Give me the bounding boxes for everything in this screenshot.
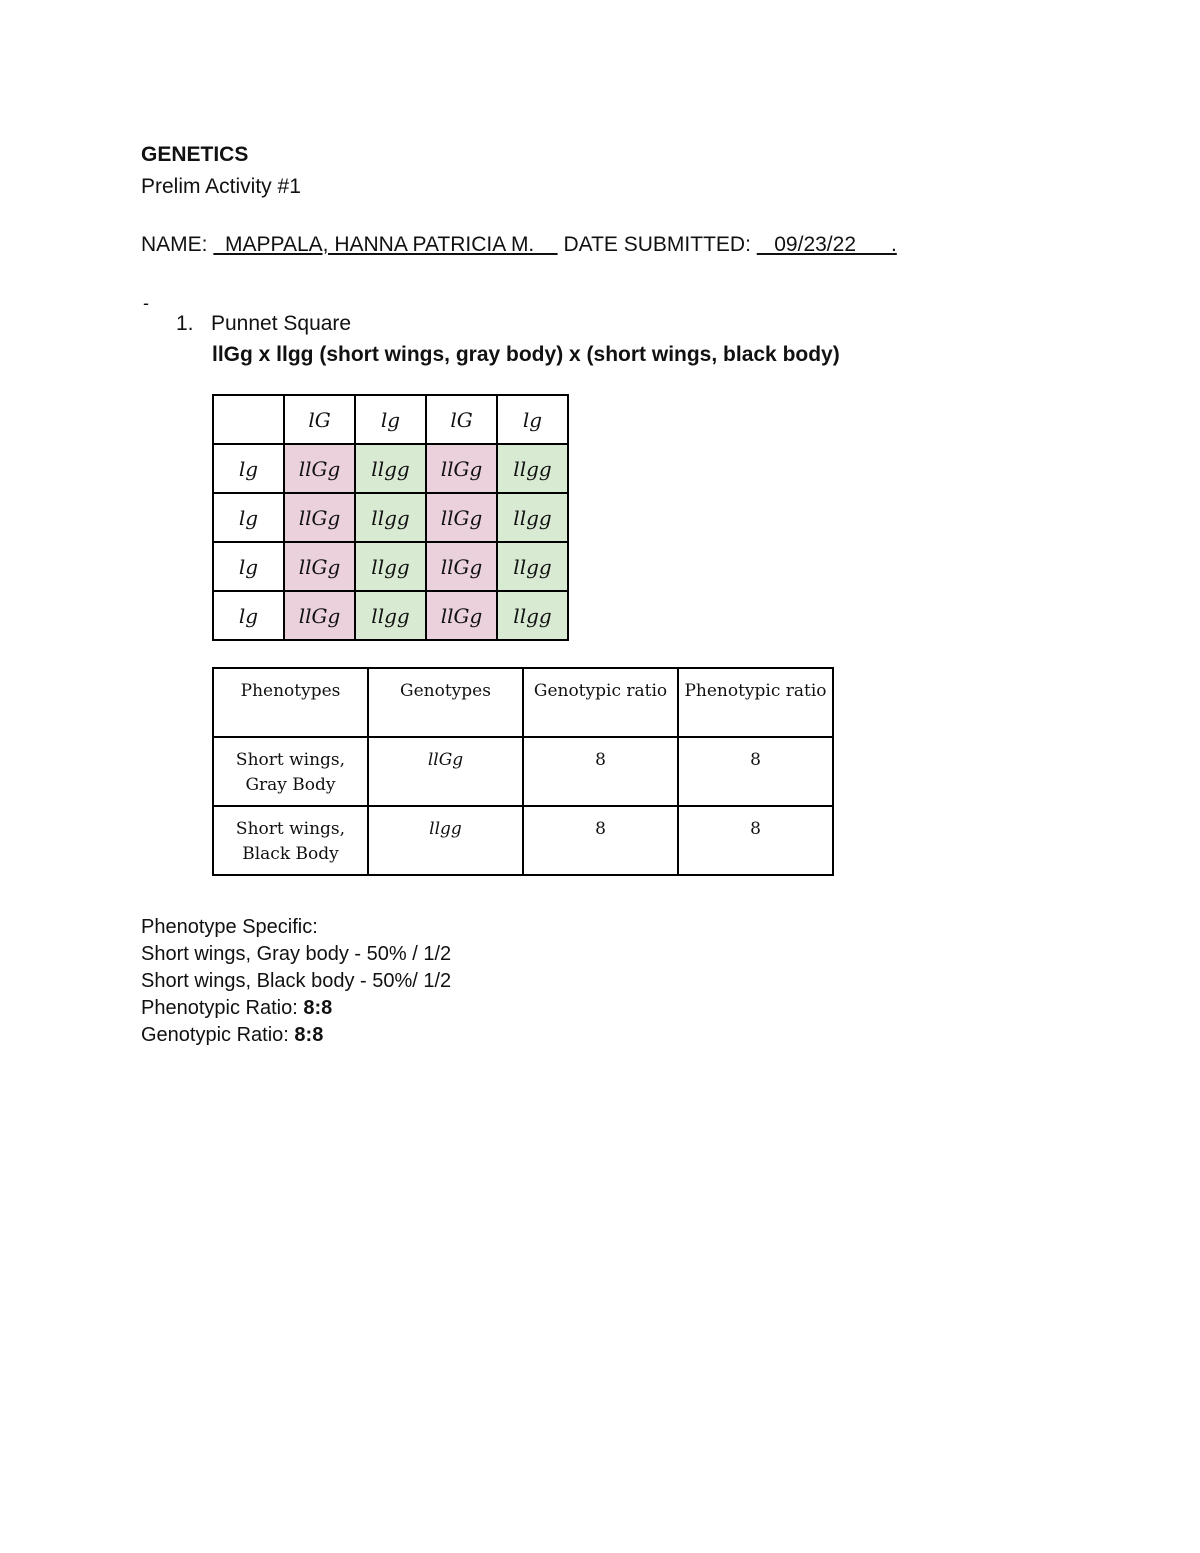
phenotypic-ratio-line <box>141 995 451 1022</box>
punnett-parent-gamete: lg <box>213 444 284 493</box>
document-title: GENETICS <box>141 143 249 166</box>
header-genotypes: Genotypes <box>368 668 523 737</box>
punnett-cell: llgg <box>355 542 426 591</box>
phenotypic-ratio-cell: 8 <box>678 737 833 806</box>
punnett-row <box>213 591 568 640</box>
summary-row <box>213 737 833 806</box>
genotypic-ratio-line <box>141 1022 451 1049</box>
phenotype-notes <box>141 914 451 1049</box>
punnett-parent-gamete: lg <box>213 542 284 591</box>
notes-line-gray: Short wings, Gray body - 50% / 1/2 <box>141 943 452 965</box>
genotype-cell: llgg <box>368 806 523 875</box>
punnett-cell: llGg <box>426 444 497 493</box>
phenotypic-ratio-cell: 8 <box>678 806 833 875</box>
notes-line-black: Short wings, Black body - 50%/ 1/2 <box>141 970 452 992</box>
phenotype-cell: Short wings, Gray Body <box>213 737 368 806</box>
punnett-cell: llGg <box>426 493 497 542</box>
genotype-cell: llGg <box>368 737 523 806</box>
punnett-cell: llgg <box>497 444 568 493</box>
punnett-row <box>213 444 568 493</box>
punnett-header-row <box>213 395 568 444</box>
punnett-gamete-header: lG <box>426 395 497 444</box>
punnett-cell: llGg <box>426 591 497 640</box>
genotypic-ratio-cell: 8 <box>523 806 678 875</box>
summary-row <box>213 806 833 875</box>
genotypic-ratio-cell: 8 <box>523 737 678 806</box>
genotypic-ratio-label: Genotypic Ratio: <box>141 1024 295 1046</box>
punnett-cell: llgg <box>355 493 426 542</box>
punnett-row <box>213 542 568 591</box>
punnett-cell: llGg <box>284 444 355 493</box>
punnett-cell: llGg <box>284 542 355 591</box>
summary-header-row <box>213 668 833 737</box>
name-date-line <box>141 233 897 257</box>
phenotypic-ratio-label: Phenotypic Ratio: <box>141 997 304 1019</box>
punnett-cell: llGg <box>284 591 355 640</box>
punnett-cell: llGg <box>284 493 355 542</box>
punnett-row <box>213 493 568 542</box>
phenotypic-ratio-value: 8:8 <box>303 997 333 1019</box>
punnett-square <box>212 394 569 641</box>
punnett-cell: llgg <box>497 493 568 542</box>
punnett-corner-cell <box>213 395 284 444</box>
punnett-cell: llGg <box>426 542 497 591</box>
cross-statement: llGg x llgg (short wings, gray body) x (short wings, black body) <box>212 343 840 366</box>
date-value: 09/23/22 . <box>756 233 897 256</box>
list-item-punnet <box>176 312 351 336</box>
punnett-gamete-header: lg <box>497 395 568 444</box>
punnett-parent-gamete: lg <box>213 493 284 542</box>
header-phenotypic-ratio: Phenotypic ratio <box>678 668 833 737</box>
punnett-cell: llgg <box>355 591 426 640</box>
punnett-parent-gamete: lg <box>213 591 284 640</box>
header-genotypic-ratio: Genotypic ratio <box>523 668 678 737</box>
activity-subtitle: Prelim Activity #1 <box>141 175 301 198</box>
punnett-gamete-header: lg <box>355 395 426 444</box>
list-item-number: 1. <box>176 312 194 335</box>
punnett-gamete-header: lG <box>284 395 355 444</box>
punnett-cell: llgg <box>497 591 568 640</box>
list-item-title: Punnet Square <box>211 312 352 335</box>
name-label: NAME: <box>141 233 208 256</box>
date-label: DATE SUBMITTED: <box>563 233 751 256</box>
notes-heading: Phenotype Specific: <box>141 916 318 938</box>
dash-marker: - <box>143 293 149 313</box>
punnett-cell: llgg <box>497 542 568 591</box>
ratio-summary-table <box>212 667 834 876</box>
phenotype-cell: Short wings, Black Body <box>213 806 368 875</box>
name-value: MAPPALA, HANNA PATRICIA M. <box>213 233 558 256</box>
header-phenotypes: Phenotypes <box>213 668 368 737</box>
punnett-cell: llgg <box>355 444 426 493</box>
genotypic-ratio-value: 8:8 <box>294 1024 324 1046</box>
